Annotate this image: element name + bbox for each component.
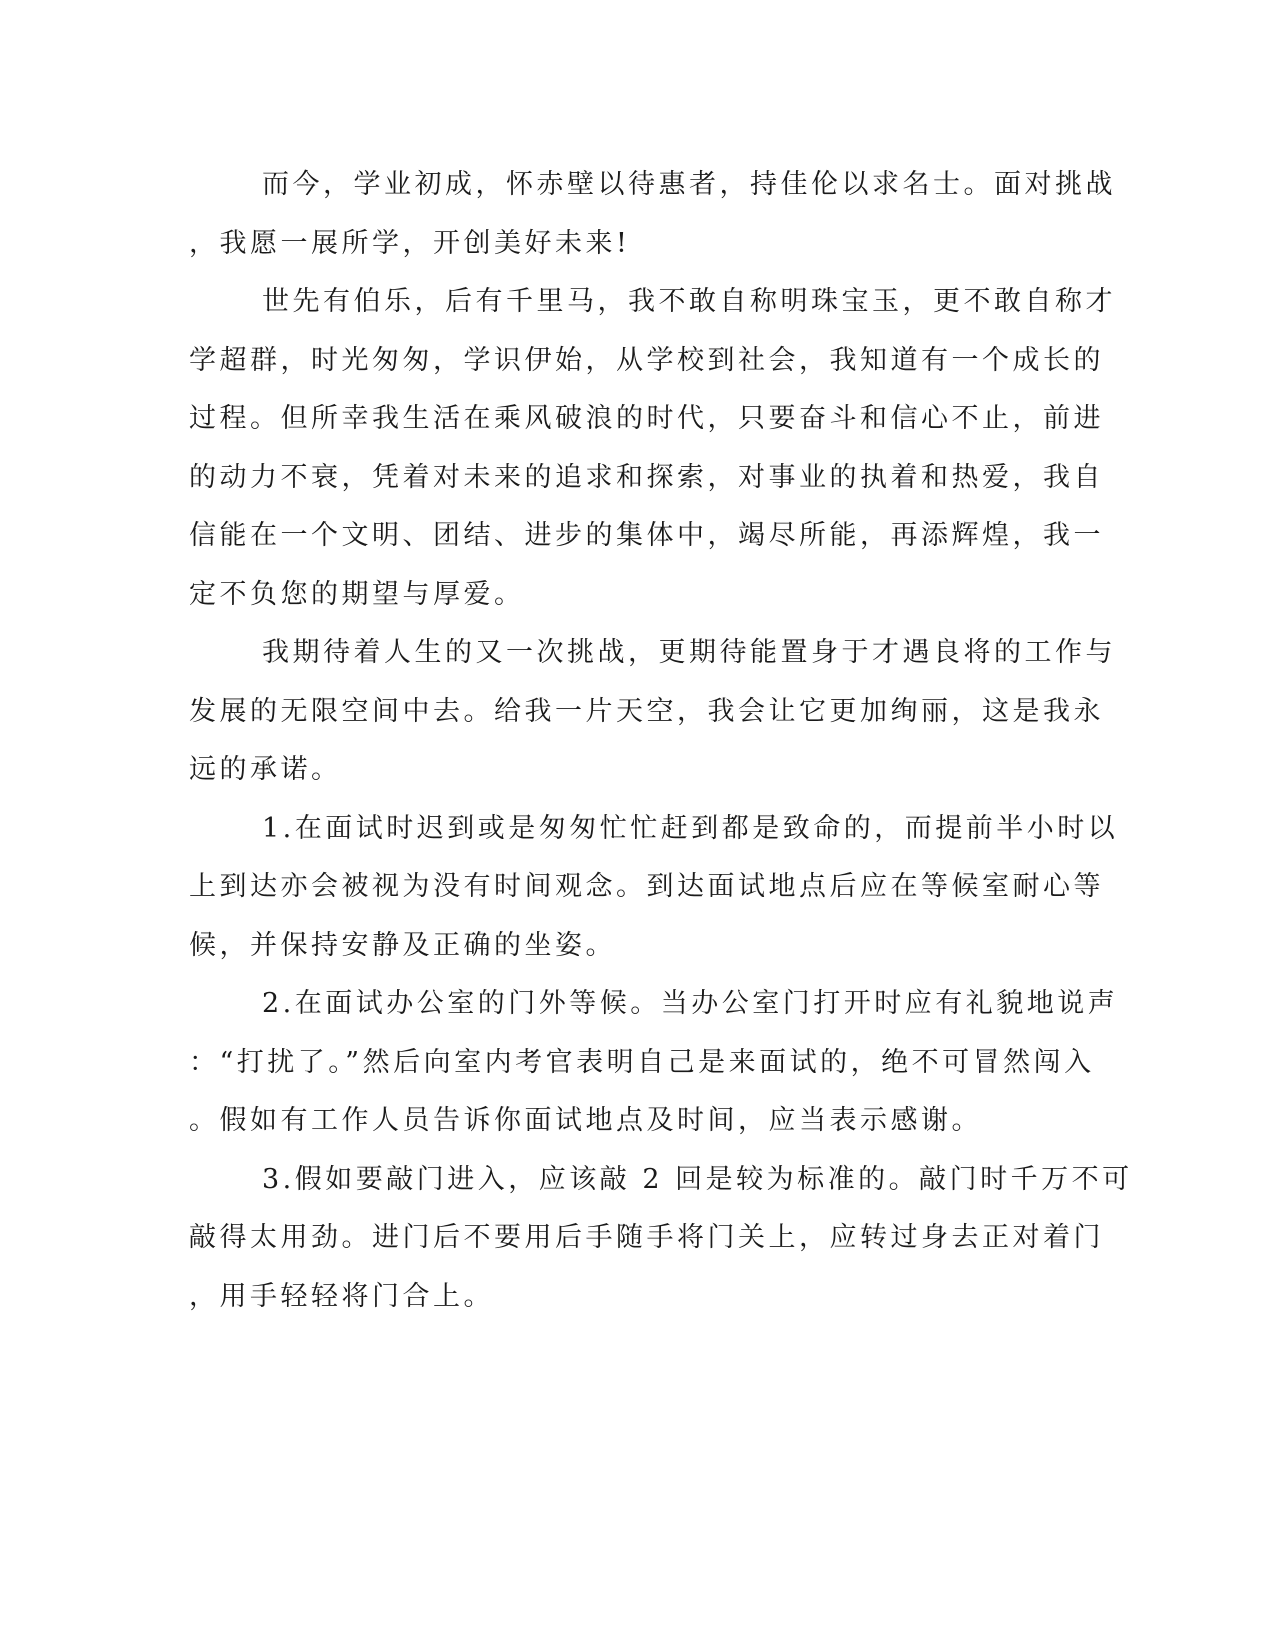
paragraph-3-line-3: 远的承诺。: [189, 754, 342, 785]
paragraph-2-line-3: 过程。但所幸我生活在乘风破浪的时代，只要奋斗和信心不止，前进: [189, 403, 1104, 434]
paragraph-3-line-2: 发展的无限空间中去。给我一片天空，我会让它更加绚丽，这是我永: [189, 696, 1104, 727]
paragraph-6-line-2: 敲得太用劲。进门后不要用后手随手将门关上，应转过身去正对着门: [189, 1222, 1104, 1253]
paragraph-5-line-3: 。假如有工作人员告诉你面试地点及时间，应当表示感谢。: [189, 1105, 982, 1136]
paragraph-6-line-3: ，用手轻轻将门合上。: [189, 1281, 494, 1312]
paragraph-4-line-2: 上到达亦会被视为没有时间观念。到达面试地点后应在等候室耐心等: [189, 871, 1104, 902]
paragraph-3-line-1: 我期待着人生的又一次挑战，更期待能置身于才遇良将的工作与: [262, 637, 1116, 668]
paragraph-2-line-6: 定不负您的期望与厚爱。: [189, 579, 525, 610]
paragraph-1-line-1: 而今，学业初成，怀赤壁以待惠者，持佳伦以求名士。面对挑战: [262, 169, 1116, 200]
paragraph-2-line-5: 信能在一个文明、团结、进步的集体中，竭尽所能，再添辉煌，我一: [189, 520, 1104, 551]
paragraph-5-line-2: ：“打扰了。”然后向室内考官表明自己是来面试的，绝不可冒然闯入: [189, 1047, 1095, 1078]
paragraph-5-line-1: 2.在面试办公室的门外等候。当办公室门打开时应有礼貌地说声: [262, 988, 1119, 1019]
paragraph-4-line-1: 1.在面试时迟到或是匆匆忙忙赶到都是致命的，而提前半小时以: [262, 813, 1119, 844]
paragraph-1-line-2: ，我愿一展所学，开创美好未来!: [189, 228, 631, 259]
paragraph-6-line-1: 3.假如要敲门进入，应该敲 2 回是较为标准的。敲门时千万不可: [262, 1164, 1133, 1195]
paragraph-2-line-1: 世先有伯乐，后有千里马，我不敢自称明珠宝玉，更不敢自称才: [262, 286, 1116, 317]
paragraph-2-line-4: 的动力不衰，凭着对未来的追求和探索，对事业的执着和热爱，我自: [189, 462, 1104, 493]
paragraph-4-line-3: 候，并保持安静及正确的坐姿。: [189, 930, 616, 961]
paragraph-2-line-2: 学超群，时光匆匆，学识伊始，从学校到社会，我知道有一个成长的: [189, 345, 1104, 376]
